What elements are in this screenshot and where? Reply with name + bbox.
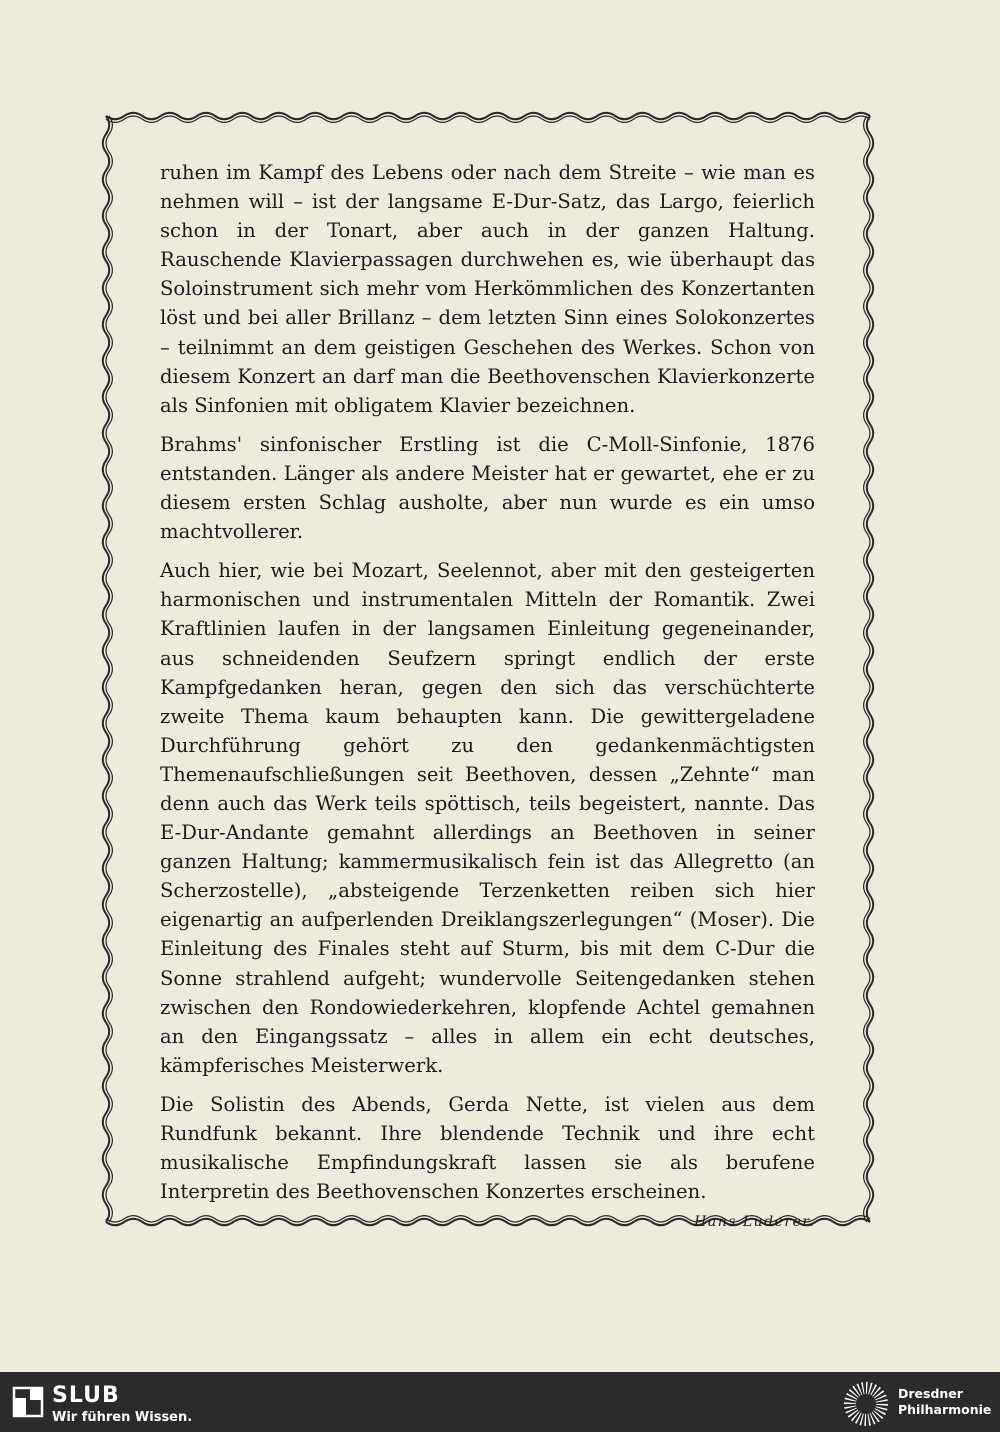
sunburst-ray bbox=[873, 1410, 883, 1419]
sunburst-ray bbox=[876, 1404, 888, 1406]
sunburst-ray bbox=[849, 1389, 859, 1398]
sunburst-ray bbox=[866, 1382, 868, 1394]
sunburst-ray bbox=[861, 1382, 864, 1394]
paragraph-soloist bbox=[160, 1090, 815, 1231]
sunburst-ray bbox=[875, 1395, 887, 1401]
footer-bar bbox=[0, 1372, 1000, 1432]
author-signature: Hans Luderer. bbox=[694, 1214, 815, 1231]
sunburst-ray bbox=[844, 1406, 856, 1409]
sunburst-ray bbox=[846, 1408, 858, 1414]
dresdner-philharmonie-sunburst-icon[interactable] bbox=[842, 1380, 890, 1428]
paragraph-romantik: Auch hier, wie bei Mozart, Seelennot, aber mit den gesteigerten harmonischen und instrumentalen Mitteln der Romantik. Zwei Kraftlinien laufen in der langsamen Einleitung gegeneinander, aus schneidenden Seufzern springt endlich der erste Kampfgedanken heran, gegen den sich das verschüchterte zweite Thema kaum behaupten kann. Die gewittergeladene Durchführung gehört zu den gedankenmächtigsten Themenaufschließungen seit Beethoven, dessen „Zehnte“ man denn auch das Werk teils spöttisch, teils begeistert, nannte. Das E-Dur-Andante gemahnt allerdings an Beethoven in seiner ganzen Haltung; kammermusikalisch fein ist das Allegretto (an Scherzostelle), „absteigende Terzenketten reiben sich hier eigenartig an aufperlenden Dreiklangszerlegungen“ (Moser). Die Einleitung des Finales steht auf Sturm, bis mit dem C-Dur die Sonne strahlend aufgeht; wundervolle Seitengedanken stehen zwischen den Rondowiederkehren, klopfende Achtel gemahnen an den Eingangssatz – alles in allem ein echt deutsches, kämpferisches Meisterwerk. bbox=[160, 559, 815, 1077]
library-tagline: Wir führen Wissen. bbox=[52, 1410, 193, 1425]
sunburst-ray bbox=[876, 1399, 888, 1402]
sunburst-ray bbox=[872, 1387, 881, 1397]
article-text bbox=[160, 158, 815, 1237]
library-name[interactable]: SLUB bbox=[52, 1383, 120, 1408]
slub-logo-icon[interactable] bbox=[12, 1386, 44, 1418]
sunburst-ray bbox=[851, 1411, 860, 1421]
paragraph-largo: ruhen im Kampf des Lebens oder nach dem Streite – wie man es nehmen will – ist der langsame E-Dur-Satz, das Largo, feierlich schon in der Tonart, aber auch in der ganzen Haltung. Rauschende Klavierpassagen durchwehen es, wie überhaupt das Soloinstrument sich mehr vom Herkömmlichen des Konzertanten löst und bei aller Brillanz – dem letzten Sinn eines Solokonzertes – teilnimmt an dem geistigen Geschehen des Werkes. Schon von diesem Konzert an darf man die Beethovenschen Klavierkonzerte als Sinfonien mit obligatem Klavier bezeichnen. bbox=[160, 161, 815, 417]
paragraph-soloist-text: Die Solistin des Abends, Gerda Nette, ist vielen aus dem Rundfunk bekannt. Ihre blendende Technik und ihre echt musikalische Empfindungskraft lassen sie als berufene Interpretin des Beethovenschen Konzertes erscheinen. bbox=[160, 1092, 815, 1204]
orchestra-name-line2: Philharmonie bbox=[898, 1402, 992, 1417]
paragraph-brahms: Brahms' sinfonischer Erstling ist die C-Moll-Sinfonie, 1876 entstanden. Länger als andere Meister hat er gewartet, ehe er zu diesem ersten Schlag ausholte, aber nun wurde es ein umso machtvollerer. bbox=[160, 432, 815, 544]
sunburst-ray bbox=[870, 1413, 876, 1425]
sunburst-ray bbox=[868, 1414, 871, 1426]
orchestra-name-line1: Dresdner bbox=[898, 1386, 963, 1401]
sunburst-ray bbox=[844, 1402, 856, 1404]
sunburst-ray bbox=[857, 1384, 863, 1396]
orchestra-name[interactable] bbox=[898, 1386, 991, 1418]
sunburst-ray bbox=[864, 1414, 866, 1426]
